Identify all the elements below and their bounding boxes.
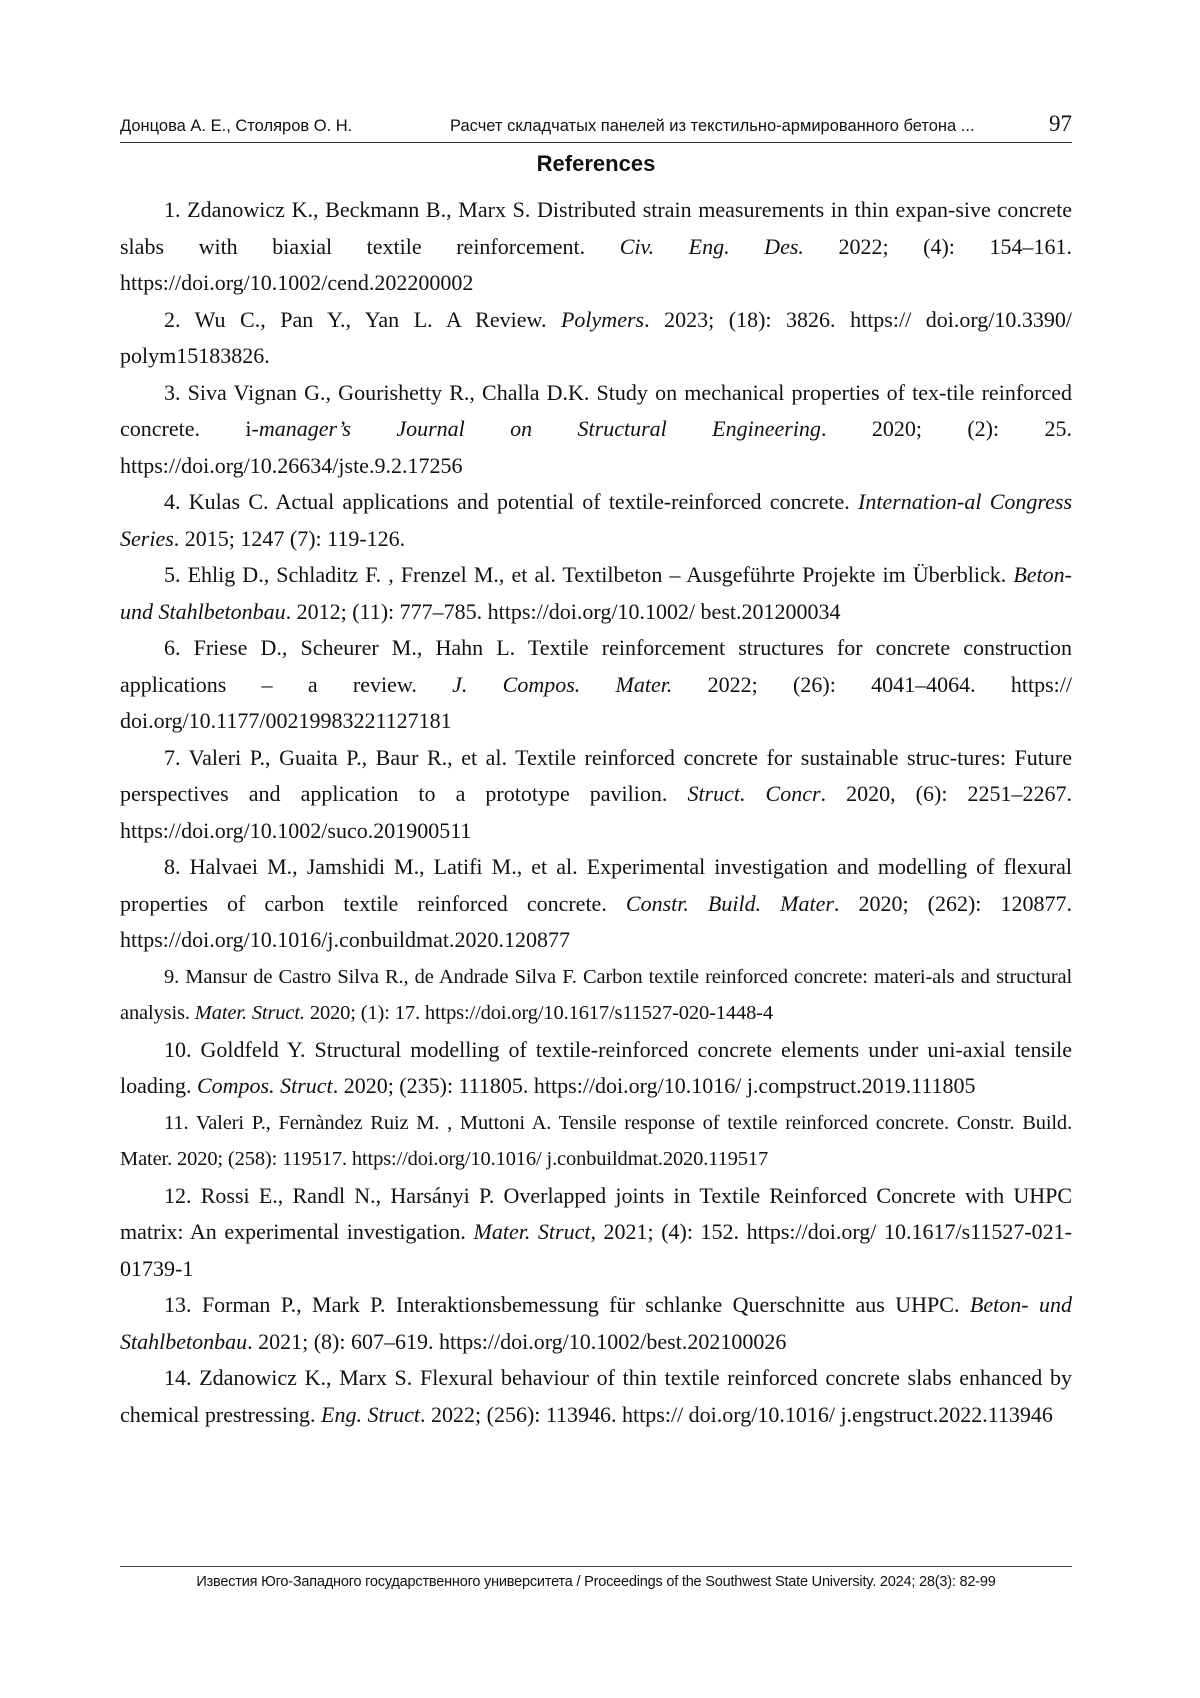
reference-entry (120, 959, 1072, 1032)
reference-details: . 2012; (11): 777–785. https://doi.org/10.1002/ best.201200034 (285, 598, 841, 624)
reference-journal: Mater. Struct (473, 1219, 591, 1244)
running-header (120, 104, 1072, 143)
reference-entry (120, 849, 1072, 959)
section-title: References (536, 151, 656, 176)
reference-details: . 2021; (8): 607–619. https://doi.org/10.1002/best.202100026 (247, 1328, 787, 1354)
reference-text: 12. Rossi E., Randl N., Harsányi P. Overlapped joints in Textile Reinforced Concrete with UHPC matrix: An experimental investigation. (120, 1182, 1072, 1244)
reference-entry (120, 1287, 1072, 1360)
reference-journal: Constr. Build. Mater (625, 890, 834, 916)
reference-entry (120, 557, 1072, 630)
reference-entry (120, 1360, 1072, 1433)
reference-details: . 2022; (256): 113946. https:// doi.org/10.1016/ j.engstruct.2022.113946 (420, 1401, 1053, 1427)
reference-entry (120, 630, 1072, 740)
header-authors: Донцова А. Е., Столяров О. Н. (120, 117, 353, 135)
reference-text: 6. Friese D., Scheurer M., Hahn L. Textile reinforcement structures for concrete construction applications – a review. (120, 635, 1072, 697)
reference-text: 3. Siva Vignan G., Gourishetty R., Challa D.K. Study on mechanical properties of tex-tile reinforced concrete. i- (120, 379, 1072, 441)
reference-entry (120, 1105, 1072, 1178)
reference-details: . 2020, (6): 2251–2267. https://doi.org/10.1002/suco.201900511 (120, 781, 1072, 843)
reference-text: 9. Mansur de Castro Silva R., de Andrade Silva F. Carbon textile reinforced concrete: materi-als and structural analysis. (120, 965, 1072, 1024)
reference-text: 8. Halvaei M., Jamshidi M., Latifi M., et al. Experimental investigation and modelling of flexural properties of carbon textile reinforced concrete. (120, 854, 1072, 916)
reference-text: 13. Forman P., Mark P. Interaktionsbemessung für schlanke Querschnitte aus UHPC. (164, 1292, 970, 1317)
reference-text: 11. Valeri P., Fernàndez Ruiz M. , Muttoni A. Tensile response of textile reinforced concrete. Constr. Build. Mater. 2020; (258): 119517. https://doi.org/10.1016/ j.conbuildmat.2020.119517 (120, 1111, 1072, 1170)
reference-journal: Eng. Struct (321, 1401, 420, 1427)
reference-text: 2. Wu C., Pan Y., Yan L. A Review. (164, 306, 561, 332)
reference-text: 10. Goldfeld Y. Structural modelling of textile-reinforced concrete elements under uni-axial tensile loading. (120, 1036, 1072, 1098)
reference-details: 2022; (4): 154–161. https://doi.org/10.1002/cend.202200002 (120, 233, 1072, 295)
reference-details: . 2020; (262): 120877. https://doi.org/10.1016/j.conbuildmat.2020.120877 (120, 890, 1072, 952)
reference-journal: Compos. Struct (197, 1073, 333, 1098)
reference-details: 2022; (26): 4041–4064. https:// doi.org/10.1177/00219983221127181 (120, 671, 1073, 733)
reference-journal: Struct. Concr (687, 781, 821, 806)
journal-footer: Известия Юго-Западного государственного университета / Proceedings of the Southwest State University. 2024; 28(3): 82-99 (120, 1566, 1072, 1590)
reference-journal: Internation-al Congress Series (120, 489, 1073, 551)
reference-entry (120, 1032, 1072, 1105)
reference-details: . 2023; (18): 3826. https:// doi.org/10.3390/ polym15183826. (120, 306, 1072, 368)
reference-journal: manager’s Journal on Structural Engineering (258, 416, 821, 441)
reference-text: 5. Ehlig D., Schladitz F. , Frenzel M., et al. Textilbeton – Ausgeführte Projekte im Überblick. (164, 562, 1014, 587)
reference-journal: Polymers (560, 306, 645, 332)
reference-journal: J. Compos. Mater. (452, 671, 673, 697)
reference-entry (120, 1178, 1072, 1288)
reference-journal: Mater. Struct. (194, 1002, 305, 1024)
reference-journal: Beton- und Stahlbetonbau (120, 1292, 1072, 1354)
reference-details: . 2020; (235): 111805. https://doi.org/10.1016/ j.compstruct.2019.111805 (332, 1073, 976, 1098)
header-article-title: Расчет складчатых панелей из текстильно-армированного бетона ... (450, 117, 975, 135)
page-number: 97 (1049, 111, 1072, 136)
reference-details: . 2020; (2): 25. https://doi.org/10.26634/jste.9.2.17256 (120, 416, 1073, 478)
reference-text: 14. Zdanowicz K., Marx S. Flexural behaviour of thin textile reinforced concrete slabs enhanced by chemical prestressing. (120, 1365, 1072, 1427)
reference-entry (120, 192, 1072, 302)
reference-details: 2020; (1): 17. https://doi.org/10.1617/s11527-020-1448-4 (304, 1002, 773, 1024)
reference-journal: Beton- und Stahlbetonbau (120, 562, 1072, 624)
reference-entry (120, 484, 1072, 557)
reference-details: , 2021; (4): 152. https://doi.org/ 10.1617/s11527-021-01739-1 (120, 1219, 1072, 1281)
reference-entry (120, 740, 1072, 850)
reference-entry (120, 375, 1072, 485)
reference-text: 1. Zdanowicz K., Beckmann B., Marx S. Distributed strain measurements in thin expan-sive concrete slabs with biaxial textile reinforcement. (120, 197, 1072, 259)
reference-details: . 2015; 1247 (7): 119-126. (173, 525, 406, 551)
reference-list (120, 192, 1072, 1433)
reference-journal: Civ. Eng. Des. (619, 233, 804, 259)
reference-text: 7. Valeri P., Guaita P., Baur R., et al. Textile reinforced concrete for sustainable struc-tures: Future perspectives and application to a prototype pavilion. (120, 744, 1072, 806)
reference-entry (120, 302, 1072, 375)
reference-text: 4. Kulas C. Actual applications and potential of textile-reinforced concrete. (164, 489, 859, 514)
